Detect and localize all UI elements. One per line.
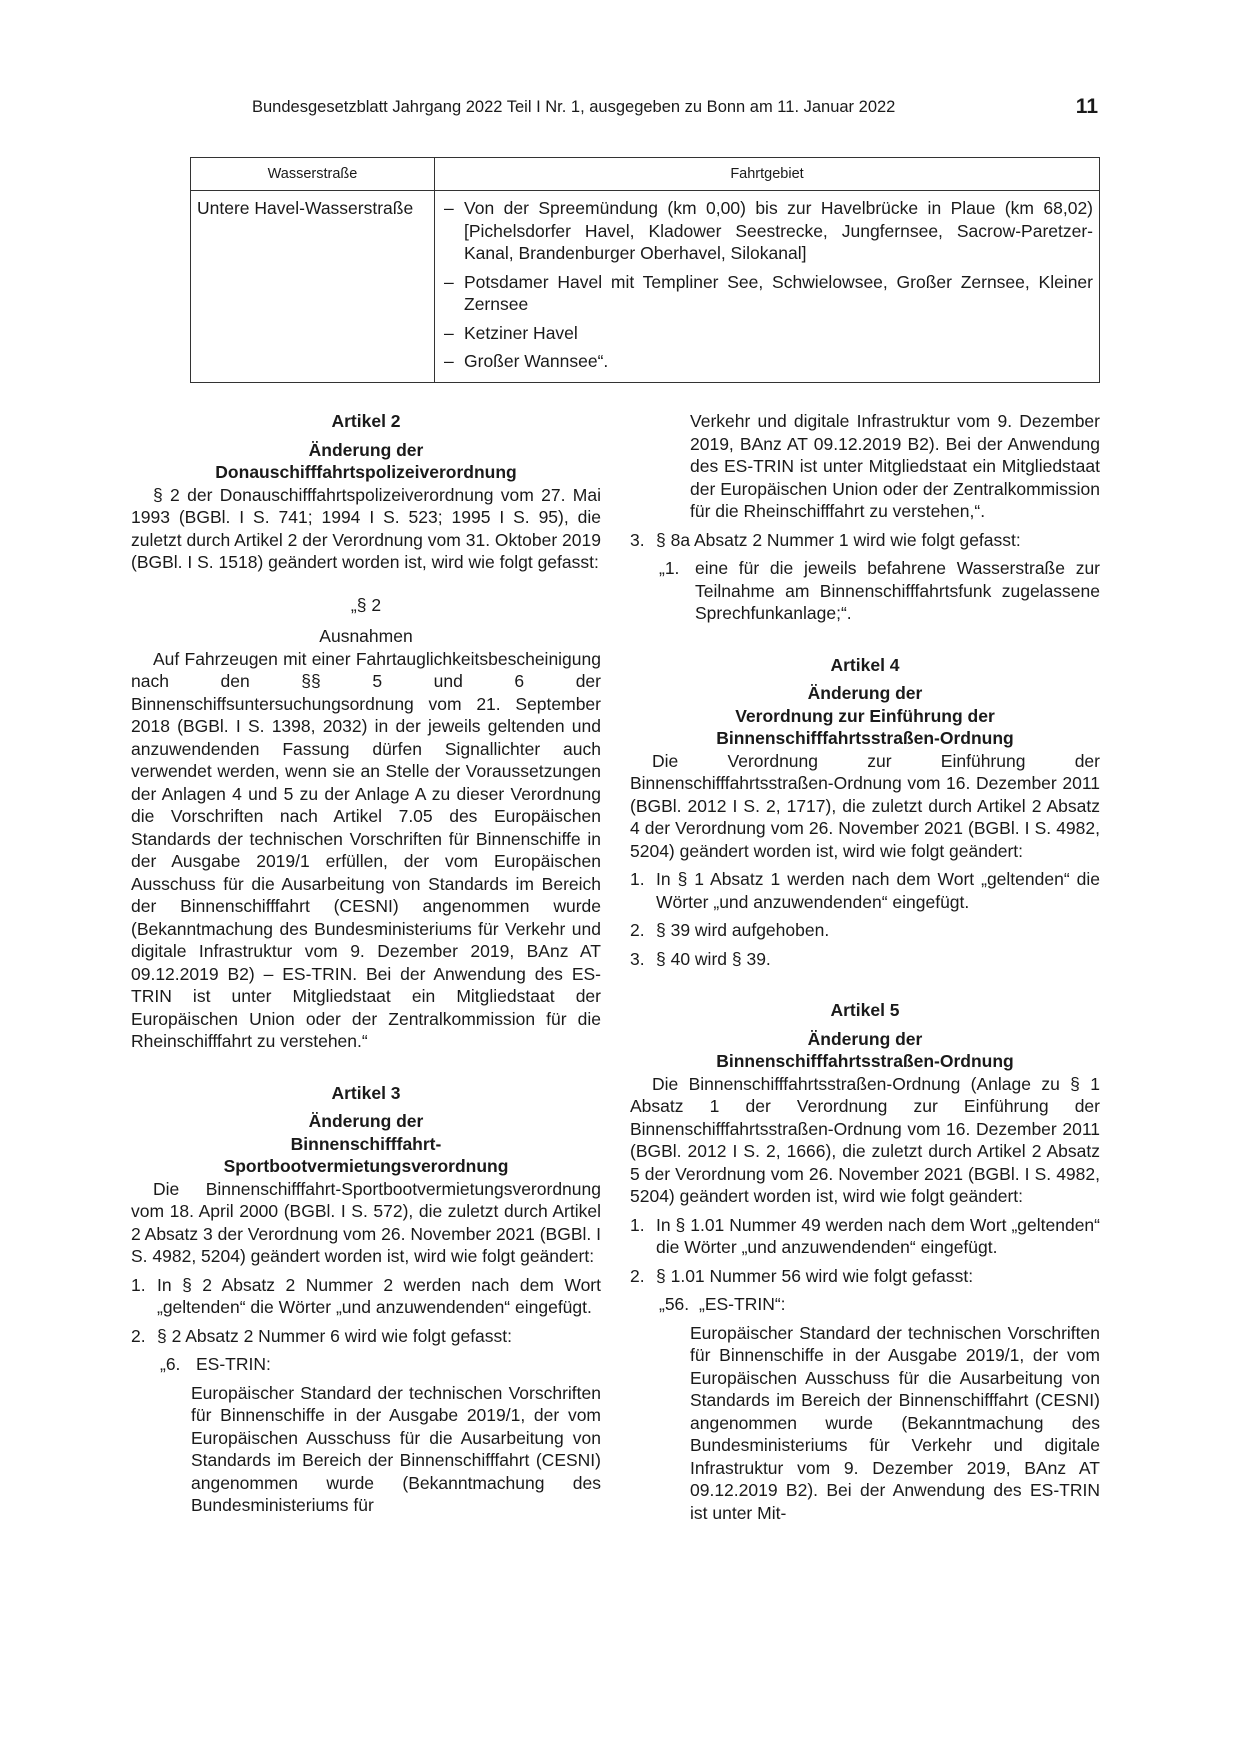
sub-item: [131, 1353, 601, 1376]
article-2-title: [131, 439, 601, 484]
list-item: [444, 197, 1093, 265]
sub-item-number: „6.: [160, 1354, 181, 1374]
page-number: 11: [1075, 95, 1098, 118]
article-3-intro: Die Binnenschifffahrt-Sportbootvermietungsverordnung vom 18. April 2000 (BGBl. I S. 572), die zuletzt durch Artikel 2 Absatz 3 der Verordnung vom 26. November 2021 (BGBl. I S. 4982, 5204) geändert worden ist, wird wie folgt geändert:: [131, 1178, 601, 1266]
list-dash: –: [444, 198, 454, 218]
list-item: [131, 1325, 601, 1348]
column-header-wasserstrasse: Wasserstraße: [191, 158, 435, 191]
definition-continuation: Verkehr und digitale Infrastruktur vom 9. Dezember 2019, BAnz AT 09.12.2019 B2). Bei der Anwendung des ES-TRIN ist unter Mitgliedstaat ein Mitgliedstaat der Europäischen Union oder der Zentralkommission für die Rheinschifffahrt zu verstehen,“.: [690, 411, 1100, 521]
list-item: [444, 322, 1093, 345]
list-dash: –: [444, 351, 454, 371]
article-5-title-line: Binnenschifffahrtsstraßen-Ordnung: [716, 1051, 1014, 1071]
sub-item-text: eine für die jeweils befahrene Wasserstraße zur Teilnahme am Binnenschifffahrtsfunk zugelassene Sprechfunkanlage;“.: [695, 558, 1100, 623]
article-3-heading: Artikel 3: [331, 1082, 401, 1103]
running-head: Bundesgesetzblatt Jahrgang 2022 Teil I Nr. 1, ausgegeben zu Bonn am 11. Januar 2022: [252, 98, 896, 116]
list-item: [630, 948, 1100, 971]
article-5-heading: Artikel 5: [830, 1000, 900, 1020]
article-5-title: [630, 1028, 1100, 1073]
list-item: [630, 1265, 1100, 1288]
list-item: [131, 1274, 601, 1319]
article-2-title-line: Donauschifffahrtspolizeiverordnung: [215, 462, 517, 482]
item-text: In § 1.01 Nummer 49 werden nach dem Wort „geltenden“ die Wörter „und anzuwendenden“ eingefügt.: [656, 1214, 1100, 1257]
page-header: [190, 95, 1100, 124]
area-text: Ketziner Havel: [464, 322, 578, 343]
article-2-body: Auf Fahrzeugen mit einer Fahrtauglichkeitsbescheinigung nach den §§ 5 und 6 der Binnenschiffsuntersuchungsordnung vom 21. September 2018 (BGBl. I S. 1398, 2032) in der jeweils geltenden und anzuwendenden Fassung dürfen Signallichter auch verwendet werden, wenn sie an Stelle der Voraussetzungen der Anlagen 4 und 5 zu der Anlage A zu dieser Verordnung die Vorschriften nach Artikel 7.05 des Europäischen Standards der technischen Vorschriften für Binnenschiffe in der Ausgabe 2019/1 erfüllen, der vom Europäischen Ausschuss für die Ausarbeitung von Standards im Bereich der Binnenschifffahrt (CESNI) angenommen wurde (Bekanntmachung des Bundesministeriums für Verkehr und digitale Infrastruktur vom 9. Dezember 2019, BAnz AT 09.12.2019 B2) – ES-TRIN. Bei der Anwendung des ES-TRIN ist unter Mitgliedstaat ein Mitgliedstaat der Europäischen Union oder der Zentralkommission für die Rheinschifffahrt zu verstehen.“: [131, 648, 601, 1051]
list-item: [630, 529, 1100, 552]
list-item: [630, 1214, 1100, 1259]
list-dash: –: [444, 322, 454, 343]
item-number: 2.: [630, 1265, 645, 1286]
left-column: [131, 410, 601, 1517]
definition-text: Europäischer Standard der technischen Vorschriften für Binnenschiffe in der Ausgabe 2019/1, der vom Europäischen Ausschuss für die Ausarbeitung von Standards im Bereich der Binnenschifffahrt (CESNI) angenommen wurde (Bekanntmachung des Bundesministeriums für: [191, 1382, 601, 1515]
article-4-title-line: Verordnung zur Einführung der: [735, 705, 995, 726]
section-title: Ausnahmen: [319, 626, 413, 646]
article-3-title-line: Binnenschifffahrt-: [290, 1133, 442, 1154]
list-item: [630, 919, 1100, 942]
sub-item: [630, 557, 1100, 625]
article-4-title-line: Änderung der: [807, 683, 923, 703]
list-item: [444, 271, 1093, 316]
table-row: [191, 191, 1100, 383]
section-number: „§ 2: [350, 594, 382, 615]
item-number: 1.: [630, 869, 645, 889]
article-3-title: [131, 1110, 601, 1178]
area-text: Von der Spreemündung (km 0,00) bis zur Havelbrücke in Plaue (km 68,02) [Pichelsdorfer Havel, Kladower Seestrecke, Jungfernsee, Sacrow-Paretzer-Kanal, Brandenburger Oberhavel, Silokanal]: [464, 198, 1093, 263]
article-5-title-line: Änderung der: [807, 1028, 923, 1049]
list-item: [630, 868, 1100, 913]
article-4-title: [630, 682, 1100, 750]
item-number: 3.: [630, 529, 645, 550]
list-item: [444, 350, 1093, 373]
list-dash: –: [444, 271, 454, 292]
item-text: § 39 wird aufgehoben.: [656, 920, 830, 940]
article-2-intro: § 2 der Donauschifffahrtspolizeiverordnung vom 27. Mai 1993 (BGBl. I S. 741; 1994 I S. 523; 1995 I S. 95), die zuletzt durch Artikel 2 der Verordnung vom 31. Oktober 2019 (BGBl. I S. 1518) geändert worden ist, wird wie folgt gefasst:: [131, 484, 601, 572]
article-3-title-line: Änderung der: [308, 1111, 424, 1131]
sub-item-label: „ES-TRIN“:: [699, 1294, 786, 1314]
area-list: [435, 191, 1100, 383]
sub-item-number: „56.: [659, 1294, 690, 1314]
sub-item-number: „1.: [659, 558, 680, 578]
item-text: § 40 wird § 39.: [656, 948, 771, 969]
item-text: In § 2 Absatz 2 Nummer 2 werden nach dem Wort „geltenden“ die Wörter „und anzuwendenden“ eingefügt.: [157, 1274, 601, 1317]
item-number: 3.: [630, 948, 645, 969]
item-text: § 8a Absatz 2 Nummer 1 wird wie folgt gefasst:: [656, 529, 1021, 550]
column-header-fahrtgebiet: Fahrtgebiet: [435, 158, 1100, 191]
table-header-row: [191, 158, 1100, 191]
right-column: [630, 410, 1100, 1524]
item-number: 2.: [131, 1325, 146, 1346]
item-text: § 2 Absatz 2 Nummer 6 wird wie folgt gefasst:: [157, 1325, 513, 1346]
sub-item-label: ES-TRIN:: [196, 1354, 271, 1374]
waterway-name: Untere Havel-Wasserstraße: [191, 191, 435, 383]
item-number: 1.: [630, 1214, 645, 1235]
article-4-heading: Artikel 4: [830, 654, 900, 675]
item-number: 1.: [131, 1274, 146, 1295]
article-2-heading: Artikel 2: [331, 411, 401, 431]
waterway-table: [190, 157, 1100, 383]
article-4-title-line: Binnenschifffahrtsstraßen-Ordnung: [716, 728, 1014, 748]
article-3-title-line: Sportbootvermietungsverordnung: [223, 1156, 509, 1176]
article-5-intro: Die Binnenschifffahrtsstraßen-Ordnung (Anlage zu § 1 Absatz 1 der Verordnung zur Einführung der Binnenschifffahrtsstraßen-Ordnung vom 16. Dezember 2011 (BGBl. 2012 I S. 2, 1666), die zuletzt durch Artikel 2 Absatz 5 der Verordnung vom 26. November 2021 (BGBl. I S. 4982, 5204) geändert worden ist, wird wie folgt geändert:: [630, 1073, 1100, 1206]
item-text: In § 1 Absatz 1 werden nach dem Wort „geltenden“ die Wörter „und anzuwendenden“ eingefügt.: [656, 869, 1100, 912]
item-text: § 1.01 Nummer 56 wird wie folgt gefasst:: [656, 1265, 974, 1286]
definition-text: Europäischer Standard der technischen Vorschriften für Binnenschiffe in der Ausgabe 2019/1, der vom Europäischen Ausschuss für die Ausarbeitung von Standards im Bereich der Binnenschifffahrt (CESNI) angenommen wurde (Bekanntmachung des Bundesministeriums für Verkehr und digitale Infrastruktur vom 9. Dezember 2019, BAnz AT 09.12.2019 B2). Bei der Anwendung des ES-TRIN ist unter Mit-: [690, 1322, 1100, 1523]
area-text: Potsdamer Havel mit Templiner See, Schwielowsee, Großer Zernsee, Kleiner Zernsee: [464, 271, 1093, 314]
sub-item: [630, 1293, 1100, 1316]
area-text: Großer Wannsee“.: [464, 351, 609, 371]
article-2-title-line: Änderung der: [308, 439, 424, 460]
article-4-intro: Die Verordnung zur Einführung der Binnenschifffahrtsstraßen-Ordnung vom 16. Dezember 2011 (BGBl. 2012 I S. 2, 1717), die zuletzt durch Artikel 2 Absatz 4 der Verordnung vom 26. November 2021 (BGBl. I S. 4982, 5204) geändert worden ist, wird wie folgt geändert:: [630, 750, 1100, 861]
item-number: 2.: [630, 920, 645, 940]
